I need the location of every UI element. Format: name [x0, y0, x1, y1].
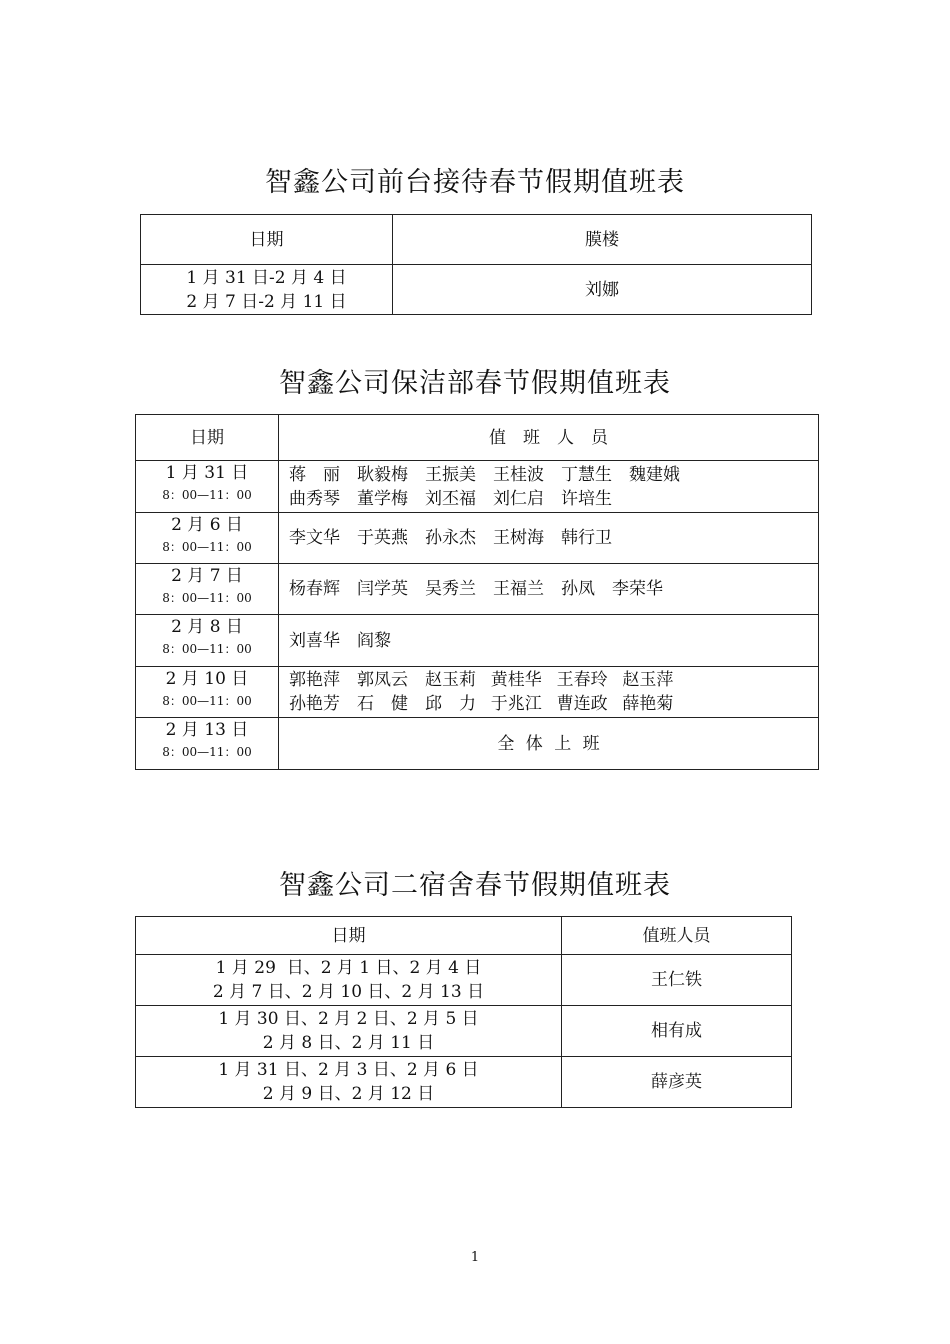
date-cell — [136, 564, 279, 615]
table-row — [136, 1057, 792, 1108]
date-cell — [136, 615, 279, 667]
staff-line: 曲秀琴 董学梅 刘丕福 刘仁启 许培生 — [289, 488, 612, 509]
cleaning-title: 智鑫公司保洁部春节假期值班表 — [279, 368, 671, 399]
duty-person: 王仁铁 — [562, 955, 792, 1006]
dates-cell — [136, 1057, 562, 1108]
dates-line: 2 月 8 日、2 月 11 日 — [262, 1033, 435, 1053]
cleaning-duty-table — [135, 414, 819, 770]
reception-duty-table — [140, 214, 812, 315]
dates-line: 2 月 7 日、2 月 10 日、2 月 13 日 — [212, 982, 485, 1002]
header-staff: 值班人员 — [562, 917, 792, 955]
duty-time: 8：00—11：00 — [162, 694, 252, 708]
header-date: 日期 — [141, 215, 393, 265]
staff-cell — [279, 461, 819, 513]
table-row — [136, 615, 819, 667]
header-staff: 值 班 人 员 — [279, 415, 819, 461]
date-cell — [136, 513, 279, 564]
date-range-2: 2 月 7 日-2 月 11 日 — [186, 291, 347, 312]
table-row — [136, 564, 819, 615]
date-cell — [136, 718, 279, 770]
table-row — [136, 513, 819, 564]
staff-line: 刘喜华 阎黎 — [289, 630, 391, 651]
table-row — [136, 667, 819, 718]
table-row — [136, 461, 819, 513]
reception-title: 智鑫公司前台接待春节假期值班表 — [265, 167, 685, 198]
staff-cell — [279, 564, 819, 615]
date-range-cell — [141, 265, 393, 315]
table-row — [136, 1006, 792, 1057]
duty-date: 1 月 31 日 — [165, 463, 249, 483]
dates-cell — [136, 955, 562, 1006]
header-date: 日期 — [136, 415, 279, 461]
duty-person: 刘娜 — [393, 265, 812, 315]
staff-line: 李文华 于英燕 孙永杰 王树海 韩行卫 — [289, 528, 612, 548]
staff-cell — [279, 513, 819, 564]
date-range-1: 1 月 31 日-2 月 4 日 — [186, 267, 347, 288]
duty-date: 2 月 10 日 — [165, 669, 249, 689]
duty-date: 2 月 8 日 — [171, 617, 243, 637]
staff-line: 蒋 丽 耿毅梅 王振美 王桂波 丁慧生 魏建娥 — [289, 464, 680, 485]
table-row — [136, 955, 792, 1006]
dormitory-duty-table — [135, 916, 792, 1108]
duty-person: 相有成 — [562, 1006, 792, 1057]
dates-cell — [136, 1006, 562, 1057]
page-number: 1 — [470, 1250, 480, 1265]
dates-line: 1 月 29 日、2 月 1 日、2 月 4 日 — [215, 958, 482, 978]
table-row — [136, 718, 819, 770]
duty-date: 2 月 6 日 — [171, 515, 243, 535]
duty-date: 2 月 13 日 — [165, 720, 249, 740]
date-cell — [136, 667, 279, 718]
duty-time: 8：00—11：00 — [162, 488, 252, 502]
date-cell — [136, 461, 279, 513]
staff-line: 杨春辉 闫学英 吴秀兰 王福兰 孙凤 李荣华 — [289, 579, 663, 599]
duty-date: 2 月 7 日 — [171, 566, 243, 586]
duty-time: 8：00—11：00 — [162, 745, 252, 759]
staff-line: 孙艳芳 石 健 邱 力 于兆江 曹连政 薛艳菊 — [289, 694, 674, 714]
dates-line: 1 月 31 日、2 月 3 日、2 月 6 日 — [218, 1060, 479, 1080]
staff-line: 郭艳萍 郭凤云 赵玉莉 黄桂华 王春玲 赵玉萍 — [289, 670, 674, 690]
duty-person: 薛彦英 — [562, 1057, 792, 1108]
staff-cell — [279, 667, 819, 718]
header-date: 日期 — [136, 917, 562, 955]
dates-line: 1 月 30 日、2 月 2 日、2 月 5 日 — [218, 1009, 479, 1029]
duty-time: 8：00—11：00 — [162, 540, 252, 554]
duty-time: 8：00—11：00 — [162, 591, 252, 605]
duty-time: 8：00—11：00 — [162, 642, 252, 656]
all-staff-cell: 全 体 上 班 — [279, 718, 819, 770]
dates-line: 2 月 9 日、2 月 12 日 — [262, 1084, 435, 1104]
staff-cell — [279, 615, 819, 667]
dormitory-title: 智鑫公司二宿舍春节假期值班表 — [279, 870, 671, 901]
header-location: 膜楼 — [393, 215, 812, 265]
